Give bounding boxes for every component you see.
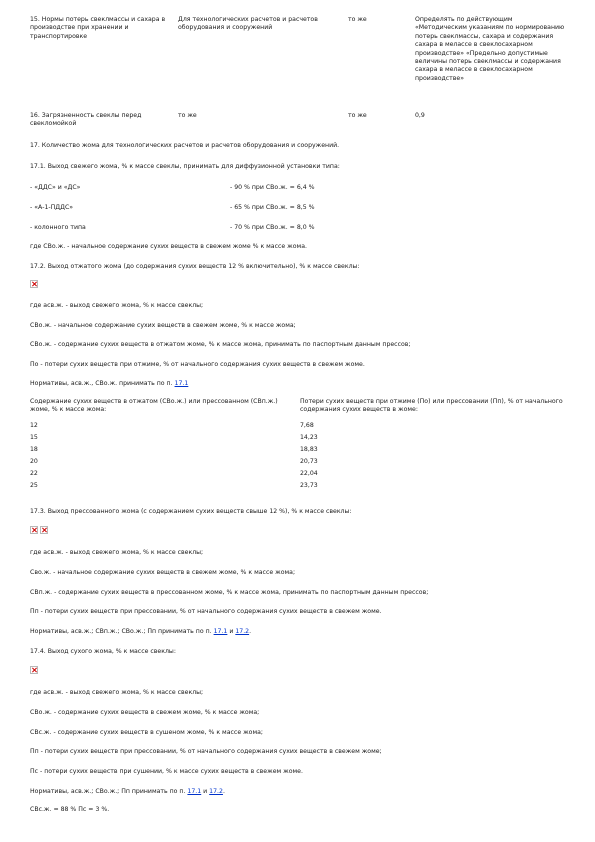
last-values: СВс.ж. = 88 % Пс = 3 %. bbox=[30, 806, 110, 813]
table-row-cell: 22,04 bbox=[300, 470, 318, 477]
table-row-cell: 22 bbox=[30, 470, 38, 477]
norms-ref-3-text: Нормативы, асв.ж.; СВо.ж.; Пп принимать по п. bbox=[30, 788, 188, 795]
table-row-cell: 15 bbox=[30, 434, 38, 441]
list-item-a1pdds-label: - «А-1-ПДДС» bbox=[30, 204, 74, 211]
section-17-1: 17.1. Выход свежего жома, % к массе свеклы, принимать для диффузионной установки типа: bbox=[30, 163, 340, 170]
list-item-dds-label: - «ДДС» и «ДС» bbox=[30, 184, 81, 191]
table-row-cell: 18 bbox=[30, 446, 38, 453]
def-cvot: СВо.ж. - содержание сухих веществ в отжатом жоме, % к массе жома, принимать по паспортным данным прессов; bbox=[30, 341, 411, 348]
where-note-4: где асв.ж. - выход свежего жома, % к массе свеклы; bbox=[30, 689, 204, 696]
row15-col2: Для технологических расчетов и расчетов оборудования и сооружений bbox=[178, 16, 318, 32]
def-po: По - потери сухих веществ при отжиме, % от начального содержания сухих веществ в свежем жоме. bbox=[30, 361, 365, 368]
def-cvo: СВо.ж. - начальное содержание сухих веществ в свежем жоме, % к массе жома; bbox=[30, 322, 296, 329]
def-cvs: СВс.ж. - содержание сухих веществ в сушеном жоме, % к массе жома; bbox=[30, 729, 264, 736]
table-row-cell: 7,68 bbox=[300, 422, 314, 429]
def-cvo-4: СВо.ж. - содержание сухих веществ в свежем жоме, % к массе жома; bbox=[30, 709, 260, 716]
section-17-3: 17.3. Выход прессованного жома (с содержанием сухих веществ свыше 12 %), % к массе свеклы: bbox=[30, 508, 352, 515]
table-row-cell: 14,23 bbox=[300, 434, 318, 441]
row16-col3: то же bbox=[348, 112, 367, 119]
table-row-cell: 20,73 bbox=[300, 458, 318, 465]
section-17-2: 17.2. Выход отжатого жома (до содержания сухих веществ 12 % включительно), % к массе свеклы: bbox=[30, 263, 360, 270]
norms-ref-1-text: Нормативы, асв.ж., СВо.ж. принимать по п. bbox=[30, 380, 175, 387]
link-17-1[interactable]: 17.1 bbox=[187, 788, 202, 795]
norms-ref-3-and: и bbox=[201, 788, 210, 795]
list-item-a1pdds-value: - 65 % при СВо.ж. = 8,5 % bbox=[230, 204, 315, 211]
norms-ref-2-and: и bbox=[227, 628, 236, 635]
def-cvo-3: Свo.ж. - начальное содержание сухих веществ в свежем жоме, % к массе жома; bbox=[30, 569, 296, 576]
link-17-1[interactable]: 17.1 bbox=[213, 628, 228, 635]
norms-ref-3-end: . bbox=[222, 788, 225, 795]
link-17-2[interactable]: 17.2 bbox=[209, 788, 223, 795]
section-17-heading: 17. Количество жома для технологических расчетов и расчетов оборудования и сооружений. bbox=[30, 142, 340, 149]
norms-ref-3 bbox=[30, 788, 225, 796]
where-note-1: где СВо.ж. - начальное содержание сухих веществ в свежем жоме % к массе жома. bbox=[30, 243, 307, 250]
norms-ref-1 bbox=[30, 380, 188, 388]
def-pp: Пп - потери сухих веществ при прессовании, % от начального содержания сухих веществ в свежем жоме. bbox=[30, 608, 382, 615]
row15-col3: то же bbox=[348, 16, 367, 23]
norms-ref-2-text: Нормативы, асв.ж.; СВп.ж.; СВо.ж.; Пп принимать по п. bbox=[30, 628, 214, 635]
table-row-cell: 18,83 bbox=[300, 446, 318, 453]
table-row-cell: 12 bbox=[30, 422, 38, 429]
table-row-cell: 23,73 bbox=[300, 482, 318, 489]
list-item-column-value: - 70 % при СВо.ж. = 8,0 % bbox=[230, 224, 315, 231]
def-pp-4: Пп - потери сухих веществ при прессовании, % от начального содержания сухих веществ в свежем жоме; bbox=[30, 748, 382, 755]
row16-col4: 0,9 bbox=[415, 112, 425, 119]
table-row-cell: 20 bbox=[30, 458, 38, 465]
formula-image-icon bbox=[30, 280, 38, 288]
row15-col1: 15. Нормы потерь свеклмассы и сахара в производстве при хранении и транспортировке bbox=[30, 16, 166, 40]
formula-image-icon bbox=[40, 526, 48, 534]
def-cvp: СВп.ж. - содержание сухих веществ в прессованном жоме, % к массе жома, принимать по паспортным данным прессов; bbox=[30, 589, 429, 596]
norms-ref-2 bbox=[30, 628, 251, 636]
list-item-dds-value: - 90 % при СВо.ж. = 6,4 % bbox=[230, 184, 315, 191]
link-17-2[interactable]: 17.2 bbox=[235, 628, 250, 635]
section-17-4: 17.4. Выход сухого жома, % к массе свеклы: bbox=[30, 648, 176, 655]
losses-table-header-1: Содержание сухих веществ в отжатом (СВо.ж.) или прессованном (СВп.ж.) жоме, % к массе жома: bbox=[30, 398, 278, 413]
link-17-1[interactable]: 17.1 bbox=[174, 380, 189, 387]
formula-image-icon bbox=[30, 666, 38, 674]
row16-col1: 16. Загрязненность свеклы перед свекломойкой bbox=[30, 112, 142, 128]
losses-table-header-2: Потери сухих веществ при отжиме (По) или прессовании (Пп), % от начального содержания сухих веществ в жоме: bbox=[300, 398, 563, 413]
table-row-cell: 25 bbox=[30, 482, 38, 489]
list-item-column-label: - колонного типа bbox=[30, 224, 86, 231]
row15-col4: Определять по действующим «Методическим указаниям по нормированию потерь свеклмассы, сахара и содержания сахара в мелассе в свеклосахарном производстве» «Предельно допустимые величины потерь свеклмассы и содержания сахара в мелассе в свеклосахарном производстве» bbox=[415, 16, 565, 82]
def-pc: Пс - потери сухих веществ при сушении, % к массе сухих веществ в свежем жоме. bbox=[30, 768, 303, 775]
norms-ref-2-end: . bbox=[249, 628, 252, 635]
where-note-2: где асв.ж. - выход свежего жома, % к массе свеклы; bbox=[30, 302, 204, 309]
formula-image-icon bbox=[30, 526, 38, 534]
row16-col2: то же bbox=[178, 112, 197, 119]
where-note-3: где асв.ж. - выход свежего жома, % к массе свеклы; bbox=[30, 549, 204, 556]
